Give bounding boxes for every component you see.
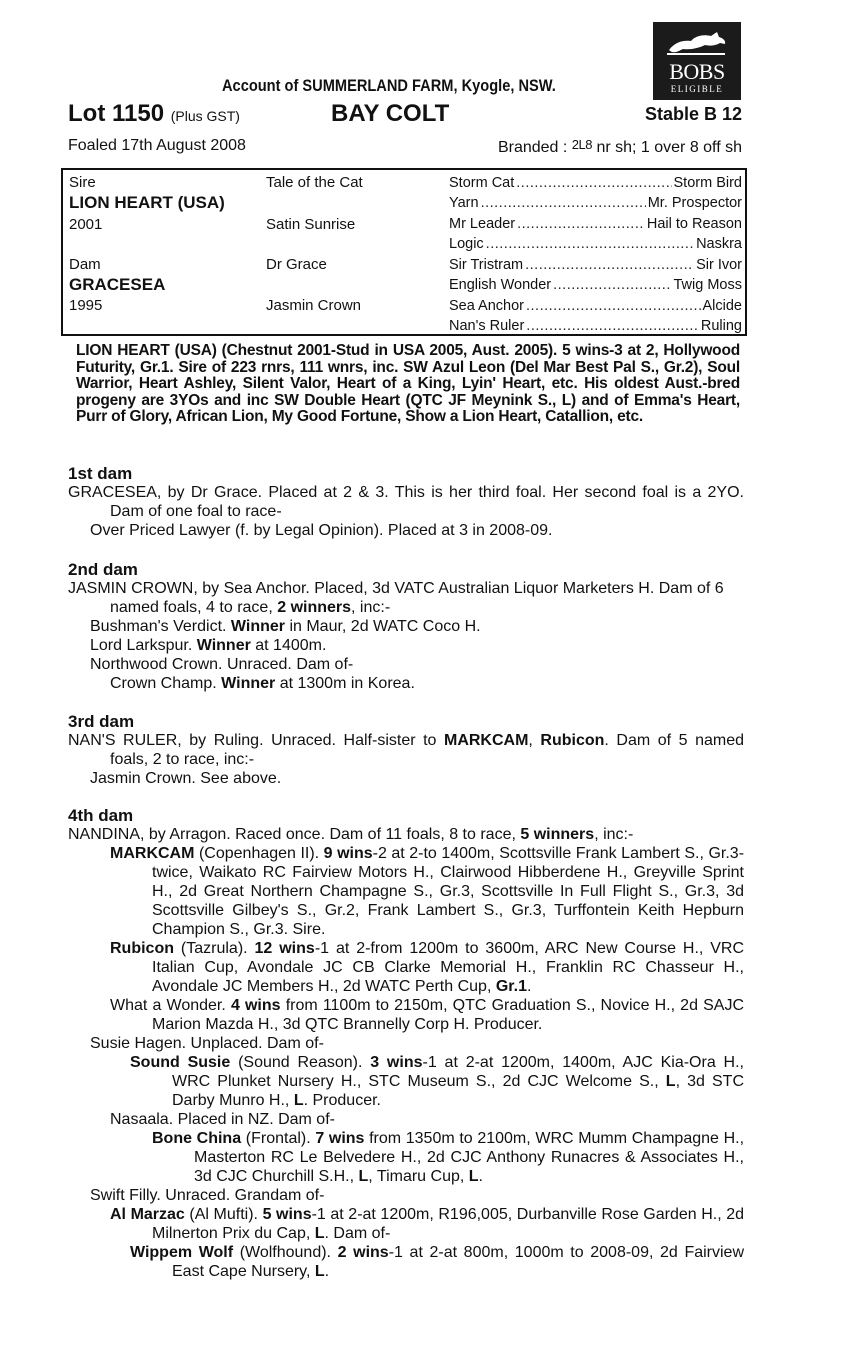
progeny-entry: Wippem Wolf (Wolfhound). 2 wins-1 at 2-at 800m, 1000m to 2008-09, 2d Fairview East Cape Nursery, L. — [130, 1244, 745, 1280]
dam-paragraph: JASMIN CROWN, by Sea Anchor. Placed, 3d VATC Australian Liquor Marketers H. Dam of 6 named foals, 4 to race, 2 winners, inc:- — [68, 580, 724, 616]
progeny-entry: Bone China (Frontal). 7 wins from 1350m to 2100m, WRC Mumm Champagne H., Masterton RC Le Belvedere H., 2d CJC Anthony Runacres & Associates H., 3d CJC Churchill S.H., L, Timaru Cup, L. — [152, 1130, 745, 1185]
bobs-eligible-logo — [653, 22, 741, 100]
dam-paragraph: NANDINA, by Arragon. Raced once. Dam of 11 foals, 8 to race, 5 winners, inc:- — [68, 826, 634, 843]
sire-summary: LION HEART (USA) (Chestnut 2001-Stud in USA 2005, Aust. 2005). 5 wins-3 at 2, Hollywood Futurity, Gr.1. Sire of 223 rnrs, 111 wnrs, inc. SW Azul Leon (Del Mar Best Pal S., Gr.2), Soul Warrior, Heart Ashley, Silent Valor, Heart of a King, Lyin' Heart, etc. His oldest Aust.-bred progeny are 3YOs and inc SW Double Heart (QTC JF Meynink S., L) and of Emma's Heart, Purr of Glory, African Lion, My Good Fortune, Show a Lion Heart, Catallion, etc. — [76, 342, 740, 426]
sire-dam: Satin Sunrise — [266, 216, 356, 233]
account-line: Account of SUMMERLAND FARM, Kyogle, NSW. — [222, 76, 556, 95]
first-dam-section — [68, 464, 744, 540]
section-heading: 4th dam — [68, 806, 134, 825]
horse-title: BAY COLT — [331, 100, 450, 127]
dam-paragraph: NAN'S RULER, by Ruling. Unraced. Half-sister to MARKCAM, Rubicon. Dam of 5 named foals, 2 to race, inc:- — [68, 732, 744, 768]
progeny-line: Lord Larkspur. Winner at 1400m. — [90, 637, 327, 654]
section-heading: 3rd dam — [68, 712, 135, 731]
foaled-row — [68, 137, 742, 155]
logo-text: BOBS — [669, 59, 725, 84]
dam-sire: Dr Grace — [266, 256, 327, 273]
progeny-entry: What a Wonder. 4 wins from 1100m to 2150m, QTC Graduation S., Novice H., 2d SAJC Marion Mazda H., 3d QTC Brannelly Corp H. Producer. — [110, 997, 744, 1033]
fourth-dam-section — [68, 806, 744, 1281]
dam-paragraph: GRACESEA, by Dr Grace. Placed at 2 & 3. This is her third foal. Her second foal is a 2YO. Dam of one foal to race- — [68, 484, 744, 520]
section-heading: 1st dam — [68, 464, 133, 483]
dam-dam: Jasmin Crown — [266, 297, 362, 314]
progeny-entry: MARKCAM (Copenhagen II). 9 wins-2 at 2-to 1400m, Scottsville Frank Lambert S., Gr.3-twice, Waikato RC Fairview Motors H., Clairwood Hibberdene H., Greyville Sprint H., 2d Great Northern Champagne S., Gr.3, Scottsville In Full Flight S., Gr.3, 3d Scottsville Gilbey's S., Gr.2, Frank Lambert S., Gr.3, Turffontein Keith Hepburn Champion S., Gr.3. Sire. — [110, 845, 745, 938]
pedigree-table — [61, 168, 747, 336]
dam-label: Dam — [69, 256, 101, 273]
second-dam-section — [68, 560, 744, 693]
stable-number: Stable B 12 — [644, 104, 742, 124]
pedigree-line: Nan's Ruler ..... Ruling — [449, 317, 742, 335]
sire-sire: Tale of the Cat — [266, 174, 363, 191]
pedigree-line: Sir Tristram ..... Sir Ivor — [449, 256, 742, 274]
progeny-entry: Sound Susie (Sound Reason). 3 wins-1 at 2-at 1200m, 1400m, AJC Kia-Ora H., WRC Plunket Nursery H., STC Museum S., 2d CJC Welcome S., L, 3d STC Darby Munro H., L. Producer. — [130, 1054, 744, 1109]
progeny-line: Northwood Crown. Unraced. Dam of- — [90, 656, 354, 673]
pedigree-line: English Wonder ..... Twig Moss — [449, 276, 742, 294]
progeny-line: Nasaala. Placed in NZ. Dam of- — [110, 1111, 335, 1128]
pedigree-line: Storm Cat ..... Storm Bird — [449, 174, 742, 192]
horse-icon — [665, 28, 729, 60]
progeny-line: Susie Hagen. Unplaced. Dam of- — [90, 1035, 324, 1052]
lot-row — [68, 100, 742, 130]
brand-mark: 2L8 — [571, 137, 592, 152]
branded-info: Branded : 2L8 nr sh; 1 over 8 off sh — [497, 137, 742, 156]
sire-name: LION HEART (USA) — [69, 193, 225, 212]
progeny-line: Crown Champ. Winner at 1300m in Korea. — [110, 675, 415, 692]
progeny-line: Jasmin Crown. See above. — [90, 770, 282, 787]
lot-number: Lot 1150 (Plus GST) — [68, 100, 240, 127]
pedigree-line: Logic ..... Naskra — [449, 235, 742, 253]
third-dam-section — [68, 712, 744, 788]
pedigree-line: Sea Anchor ..... Alcide — [449, 297, 742, 315]
foaled-date: Foaled 17th August 2008 — [68, 137, 246, 154]
pedigree-line: Mr Leader ..... Hail to Reason — [449, 215, 742, 233]
dam-name: GRACESEA — [69, 275, 166, 294]
progeny-entry: Al Marzac (Al Mufti). 5 wins-1 at 2-at 1200m, R196,005, Durbanville Rose Garden H., 2d Milnerton Prix du Cap, L. Dam of- — [110, 1206, 745, 1242]
progeny-line: Over Priced Lawyer (f. by Legal Opinion). Placed at 3 in 2008-09. — [90, 522, 553, 539]
sire-year: 2001 — [69, 216, 103, 233]
progeny-line: Bushman's Verdict. Winner in Maur, 2d WATC Coco H. — [90, 618, 481, 635]
progeny-line: Swift Filly. Unraced. Grandam of- — [90, 1187, 325, 1204]
progeny-entry: Rubicon (Tazrula). 12 wins-1 at 2-from 1200m to 3600m, ARC New Course H., VRC Italian Cup, Avondale JC CB Clarke Memorial H., Franklin RC Chasseur H., Avondale JC Members H., 2d WATC Perth Cup, Gr.1. — [110, 940, 745, 995]
section-heading: 2nd dam — [68, 560, 138, 579]
dam-year: 1995 — [69, 297, 103, 314]
pedigree-line: Yarn ..... Mr. Prospector — [449, 194, 742, 212]
plus-gst: (Plus GST) — [170, 108, 240, 124]
logo-subtext: ELIGIBLE — [670, 84, 724, 94]
sire-label: Sire — [69, 174, 96, 191]
